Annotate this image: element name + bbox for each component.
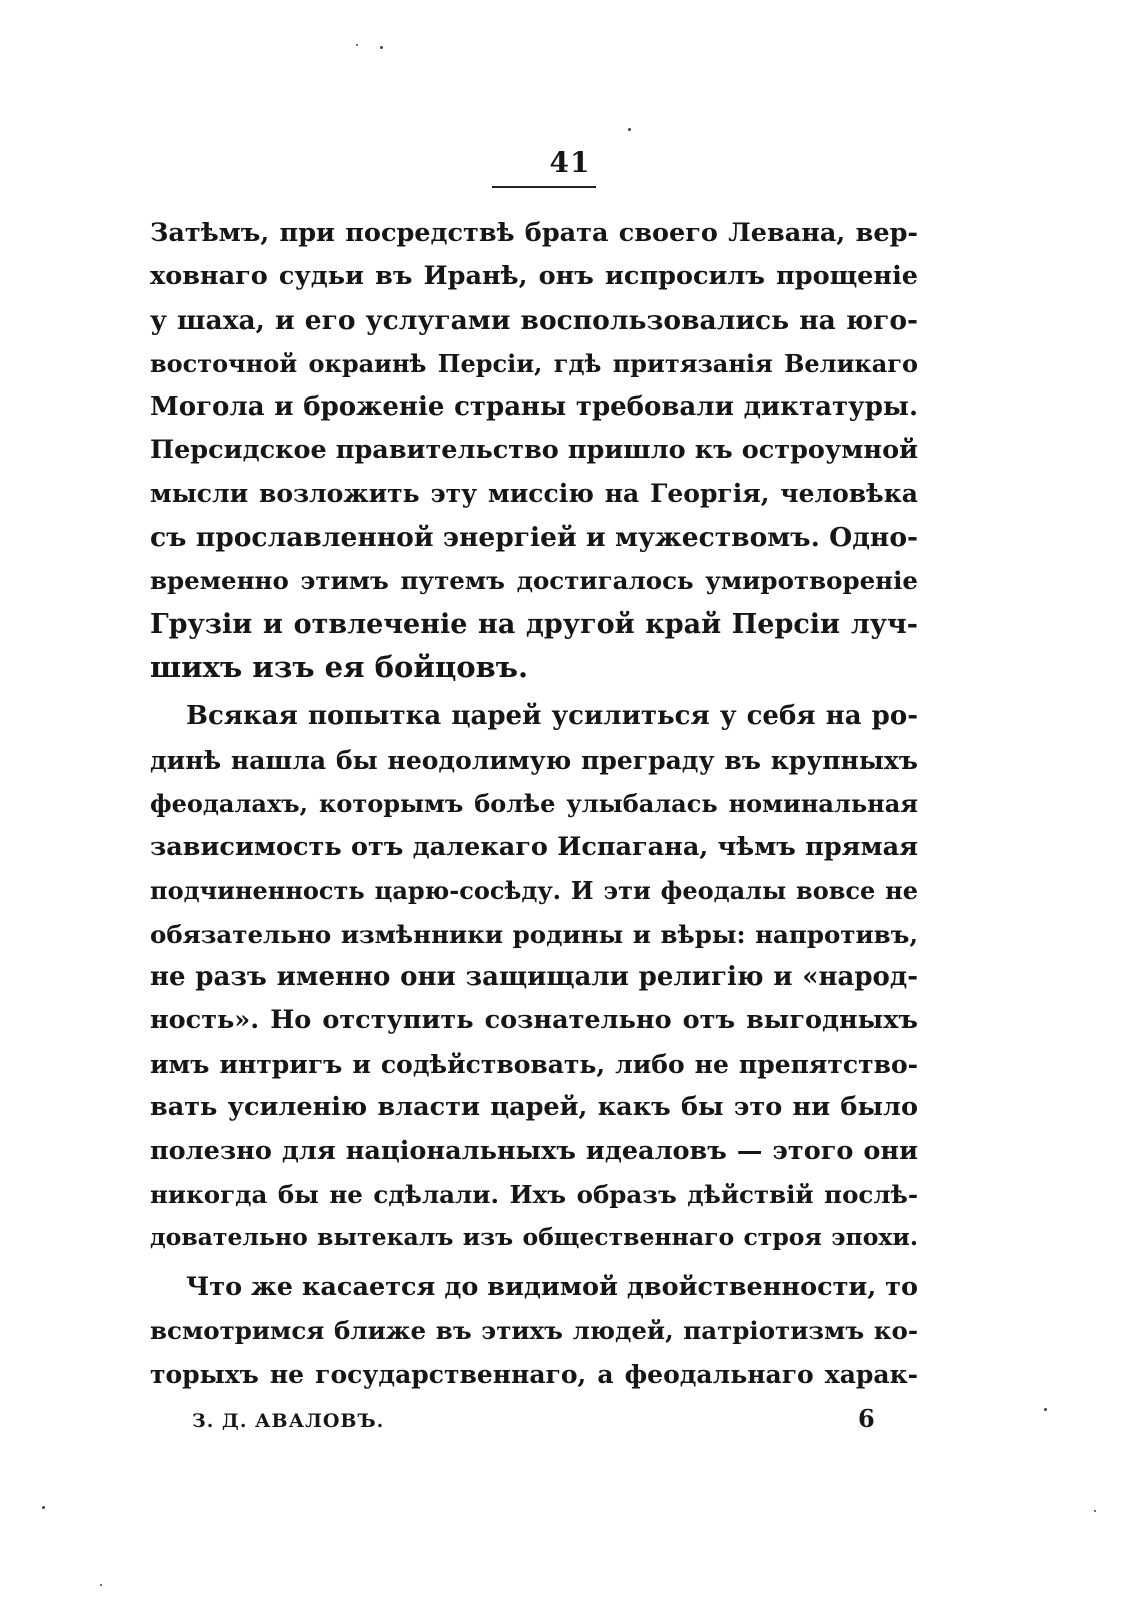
scan-speck xyxy=(380,46,383,49)
page-number-rule xyxy=(492,186,596,188)
text-line: Могола и броженіе страны требовали диктатуры. xyxy=(150,391,918,422)
body-text xyxy=(150,212,918,1396)
signature-mark: З. Д. АВАЛОВЪ. xyxy=(192,1410,385,1432)
paragraph-3 xyxy=(150,1266,918,1396)
text-line: торыхъ не государственнаго, а феодальнаго харак- xyxy=(150,1359,918,1389)
text-line: Грузіи и отвлеченіе на другой край Персіи луч- xyxy=(150,608,918,640)
text-line: полезно для національныхъ идеаловъ — этого они xyxy=(150,1135,918,1166)
text-line: имъ интригъ и содѣйствовать, либо не препятство- xyxy=(150,1049,918,1079)
text-line: никогда бы не сдѣлали. Ихъ образъ дѣйствій послѣ- xyxy=(150,1179,918,1209)
scan-speck xyxy=(628,128,631,131)
text-line: динѣ нашла бы неодолимую преграду въ крупныхъ xyxy=(150,745,918,775)
signature-number: 6 xyxy=(858,1404,875,1433)
text-line: временно этимъ путемъ достигалось умиротвореніе xyxy=(150,566,918,596)
text-line: съ прославленной энергіей и мужествомъ. Одно- xyxy=(150,521,918,553)
scan-speck xyxy=(42,1506,45,1509)
scan-speck xyxy=(1044,1408,1047,1411)
scan-speck xyxy=(1094,1510,1096,1512)
text-line: мысли возложить эту миссію на Георгія, человѣка xyxy=(150,479,918,509)
paragraph-1 xyxy=(150,212,918,689)
text-line: не разъ именно они защищали религію и «народ- xyxy=(150,961,918,992)
page-number: 41 xyxy=(549,146,591,179)
text-line: у шаха, и его услугами воспользовались на юго- xyxy=(150,304,918,336)
text-line: обязательно измѣнники родины и вѣры: напротивъ, xyxy=(150,919,918,949)
text-line: всмотримся ближе въ этихъ людей, патріотизмъ ко- xyxy=(150,1316,918,1346)
text-line: восточной окраинѣ Персіи, гдѣ притязанія Великаго xyxy=(150,349,918,379)
text-line: довательно вытекалъ изъ общественнаго строя эпохи. xyxy=(150,1223,918,1252)
text-line: зависимость отъ далекаго Испагана, чѣмъ прямая xyxy=(150,831,918,862)
text-line: Затѣмъ, при посредствѣ брата своего Левана, вер- xyxy=(150,218,918,248)
scan-speck xyxy=(100,1584,102,1586)
text-line: подчиненность царю-сосѣду. И эти феодалы вовсе не xyxy=(150,876,918,906)
paragraph-2 xyxy=(150,695,918,1259)
text-line: вать усиленію власти царей, какъ бы это ни было xyxy=(150,1092,918,1123)
text-line: Всякая попытка царей усилиться у себя на ро- xyxy=(186,701,918,732)
scan-speck xyxy=(356,44,358,46)
text-line: ность». Но отступить сознательно отъ выгодныхъ xyxy=(150,1005,918,1036)
text-line: Персидское правительство пришло къ остроумной xyxy=(150,435,918,466)
text-line: феодалахъ, которымъ болѣе улыбалась номинальная xyxy=(150,789,918,819)
text-line: Что же касается до видимой двойственности, то xyxy=(186,1271,918,1302)
text-line: шихъ изъ ея бойцовъ. xyxy=(150,650,529,685)
text-line: ховнаго судьи въ Иранѣ, онъ испросилъ прощеніе xyxy=(150,261,918,292)
